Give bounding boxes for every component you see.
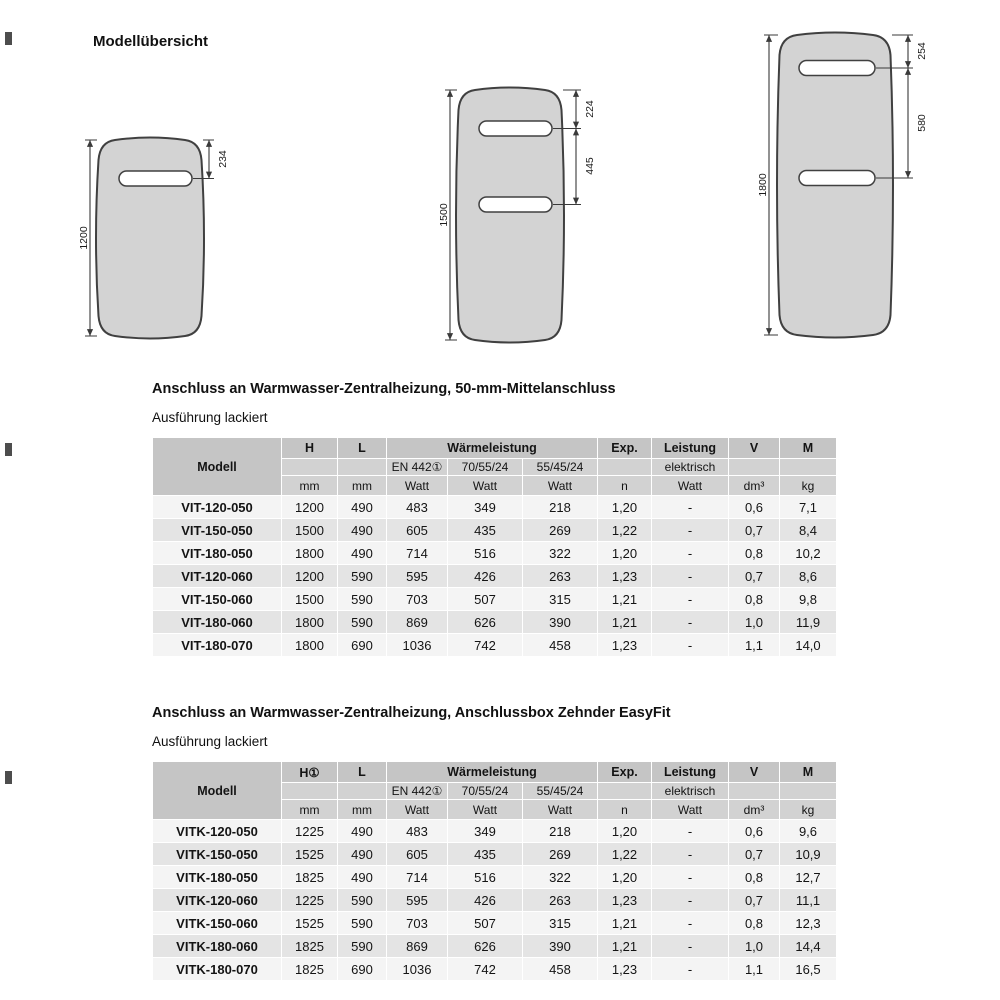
scan-artifact [5,771,12,784]
radiator-slot [479,121,552,136]
value-cell: 483 [387,820,447,842]
value-cell: 507 [448,588,522,610]
model-cell: VIT-120-050 [153,496,281,518]
value-cell: 869 [387,611,447,633]
value-cell: 218 [523,496,597,518]
value-cell: 16,5 [780,958,836,980]
model-cell: VIT-180-050 [153,542,281,564]
unit-watt: Watt [652,800,728,819]
value-cell: 1500 [282,588,337,610]
value-cell: 590 [338,912,386,934]
value-cell: 0,8 [729,912,779,934]
value-cell: 315 [523,588,597,610]
value-cell: - [652,843,728,865]
empty-header-cell [598,783,651,799]
height-dimension [78,140,97,336]
value-cell: 0,7 [729,519,779,541]
radiator-slot [119,171,192,186]
table-body [153,820,836,980]
empty-header-cell [598,459,651,475]
value-cell: 626 [448,611,522,633]
value-cell: 322 [523,866,597,888]
value-cell: 263 [523,889,597,911]
value-cell: 1825 [282,866,337,888]
spec-table-easyfit [152,761,837,981]
value-cell: 1225 [282,889,337,911]
value-cell: 1,20 [598,866,651,888]
unit-watt: Watt [523,800,597,819]
value-cell: - [652,912,728,934]
empty-header-cell [282,459,337,475]
value-cell: 458 [523,634,597,656]
value-cell: 1,20 [598,496,651,518]
value-cell: 1,21 [598,912,651,934]
value-cell: 1,23 [598,634,651,656]
value-cell: 490 [338,542,386,564]
value-cell: 605 [387,519,447,541]
model-cell: VITK-150-050 [153,843,281,865]
value-cell: 490 [338,820,386,842]
table-row [153,519,836,541]
unit-watt: Watt [448,476,522,495]
section-easyfit [152,705,852,981]
value-cell: 1200 [282,565,337,587]
unit-watt: Watt [652,476,728,495]
height-label: 1200 [78,226,90,250]
model-cell: VIT-120-060 [153,565,281,587]
value-cell: 269 [523,843,597,865]
value-cell: 1525 [282,912,337,934]
value-cell: 0,8 [729,866,779,888]
radiator-slot [799,61,875,76]
model-cell: VITK-150-060 [153,912,281,934]
value-cell: 1,1 [729,958,779,980]
model-cell: VIT-150-050 [153,519,281,541]
value-cell: 0,8 [729,542,779,564]
section-title: Anschluss an Warmwasser-Zentralheizung, Anschlussbox Zehnder EasyFit [152,705,671,721]
value-cell: 490 [338,866,386,888]
value-cell: 516 [448,542,522,564]
unit-n: n [598,476,651,495]
col-header-55-45-24: 55/45/24 [523,459,597,475]
col-header-70-55-24: 70/55/24 [448,783,522,799]
unit-mm: mm [282,476,337,495]
value-cell: 269 [523,519,597,541]
value-cell: 426 [448,565,522,587]
col-header-h: H [282,438,337,458]
col-header-m: M [780,762,836,782]
col-header-elektrisch: elektrisch [652,459,728,475]
col-header-l: L [338,438,386,458]
value-cell: - [652,634,728,656]
unit-dm3: dm³ [729,800,779,819]
slot-offset-label: 234 [217,150,229,168]
value-cell: 1800 [282,542,337,564]
value-cell: 10,9 [780,843,836,865]
height-dimension [438,90,457,340]
value-cell: 1,21 [598,588,651,610]
value-cell: 714 [387,866,447,888]
value-cell: 10,2 [780,542,836,564]
radiator-body [96,138,204,339]
value-cell: 9,8 [780,588,836,610]
value-cell: 1,20 [598,542,651,564]
col-header-55-45-24: 55/45/24 [523,783,597,799]
value-cell: 218 [523,820,597,842]
col-header-l: L [338,762,386,782]
value-cell: 1,0 [729,611,779,633]
value-cell: 11,9 [780,611,836,633]
value-cell: 14,4 [780,935,836,957]
value-cell: 9,6 [780,820,836,842]
model-cell: VIT-150-060 [153,588,281,610]
slot1-offset-label: 224 [584,100,596,118]
col-header-70-55-24: 70/55/24 [448,459,522,475]
value-cell: 7,1 [780,496,836,518]
value-cell: 8,6 [780,565,836,587]
unit-n: n [598,800,651,819]
section-subtitle: Ausführung lackiert [152,410,268,425]
value-cell: 490 [338,519,386,541]
value-cell: 0,6 [729,820,779,842]
slot1-offset-label: 254 [916,42,928,60]
value-cell: 1,21 [598,935,651,957]
value-cell: 590 [338,588,386,610]
table-row [153,542,836,564]
value-cell: 1825 [282,958,337,980]
value-cell: 516 [448,866,522,888]
value-cell: 0,7 [729,565,779,587]
value-cell: - [652,588,728,610]
value-cell: 595 [387,889,447,911]
radiator-slot [479,197,552,212]
value-cell: - [652,935,728,957]
table-row [153,820,836,842]
value-cell: - [652,958,728,980]
col-header-en442: EN 442① [387,459,447,475]
model-cell: VITK-120-060 [153,889,281,911]
value-cell: 0,7 [729,889,779,911]
value-cell: 1,23 [598,565,651,587]
table-row [153,958,836,980]
value-cell: 1,23 [598,889,651,911]
table-row [153,634,836,656]
value-cell: 490 [338,843,386,865]
value-cell: - [652,889,728,911]
unit-kg: kg [780,800,836,819]
value-cell: 1,22 [598,843,651,865]
value-cell: 1500 [282,519,337,541]
value-cell: 714 [387,542,447,564]
col-header-waermeleistung: Wärmeleistung [387,762,597,782]
value-cell: 8,4 [780,519,836,541]
value-cell: 1200 [282,496,337,518]
value-cell: 507 [448,912,522,934]
empty-header-cell [338,459,386,475]
value-cell: 435 [448,843,522,865]
value-cell: 626 [448,935,522,957]
table-row [153,496,836,518]
value-cell: 390 [523,935,597,957]
value-cell: 703 [387,588,447,610]
empty-header-cell [780,783,836,799]
col-header-leistung: Leistung [652,762,728,782]
value-cell: 11,1 [780,889,836,911]
value-cell: 869 [387,935,447,957]
value-cell: - [652,519,728,541]
value-cell: 690 [338,958,386,980]
radiator-diagram-1200 [60,130,240,350]
value-cell: 1800 [282,634,337,656]
model-cell: VITK-120-050 [153,820,281,842]
unit-mm: mm [338,476,386,495]
model-cell: VITK-180-050 [153,866,281,888]
table-row [153,565,836,587]
value-cell: 1036 [387,958,447,980]
value-cell: 14,0 [780,634,836,656]
value-cell: 590 [338,611,386,633]
value-cell: - [652,565,728,587]
value-cell: 703 [387,912,447,934]
value-cell: 595 [387,565,447,587]
col-header-waermeleistung: Wärmeleistung [387,438,597,458]
col-header-exp: Exp. [598,762,651,782]
value-cell: 12,7 [780,866,836,888]
empty-header-cell [729,783,779,799]
value-cell: - [652,866,728,888]
value-cell: 590 [338,935,386,957]
value-cell: 1,1 [729,634,779,656]
spec-table-mittelanschluss [152,437,837,657]
model-cell: VIT-180-070 [153,634,281,656]
empty-header-cell [282,783,337,799]
col-header-leistung: Leistung [652,438,728,458]
model-cell: VITK-180-070 [153,958,281,980]
empty-header-cell [729,459,779,475]
value-cell: 483 [387,496,447,518]
value-cell: 742 [448,958,522,980]
value-cell: 690 [338,634,386,656]
table-row [153,588,836,610]
value-cell: 12,3 [780,912,836,934]
value-cell: 0,7 [729,843,779,865]
unit-watt: Watt [448,800,522,819]
col-header-modell: Modell [153,762,281,819]
value-cell: 349 [448,820,522,842]
value-cell: 458 [523,958,597,980]
col-header-v: V [729,762,779,782]
col-header-m: M [780,438,836,458]
col-header-en442: EN 442① [387,783,447,799]
value-cell: 1,23 [598,958,651,980]
unit-watt: Watt [387,800,447,819]
table-row [153,611,836,633]
table-row [153,866,836,888]
value-cell: 590 [338,889,386,911]
slot2-offset-label: 580 [916,114,928,132]
value-cell: 349 [448,496,522,518]
empty-header-cell [780,459,836,475]
scan-artifact [5,32,12,45]
value-cell: 315 [523,912,597,934]
height-label: 1500 [438,203,450,227]
value-cell: 605 [387,843,447,865]
value-cell: 0,8 [729,588,779,610]
section-subtitle: Ausführung lackiert [152,734,268,749]
table-row [153,843,836,865]
value-cell: 1,22 [598,519,651,541]
height-label: 1800 [757,173,769,197]
value-cell: - [652,496,728,518]
value-cell: - [652,542,728,564]
slot2-offset-label: 445 [584,157,596,175]
value-cell: 390 [523,611,597,633]
value-cell: 1525 [282,843,337,865]
table-row [153,935,836,957]
value-cell: 435 [448,519,522,541]
value-cell: 1825 [282,935,337,957]
unit-watt: Watt [387,476,447,495]
col-header-v: V [729,438,779,458]
value-cell: 1,0 [729,935,779,957]
value-cell: 490 [338,496,386,518]
table-body [153,496,836,656]
section-mittelanschluss [152,381,852,657]
col-header-elektrisch: elektrisch [652,783,728,799]
value-cell: 1,20 [598,820,651,842]
value-cell: 590 [338,565,386,587]
empty-header-cell [338,783,386,799]
unit-mm: mm [338,800,386,819]
value-cell: 1036 [387,634,447,656]
value-cell: 0,6 [729,496,779,518]
col-header-modell: Modell [153,438,281,495]
unit-dm3: dm³ [729,476,779,495]
table-row [153,889,836,911]
value-cell: 1,21 [598,611,651,633]
scan-artifact [5,443,12,456]
height-dimension [757,35,778,335]
value-cell: 263 [523,565,597,587]
radiator-diagram-1800 [745,25,945,350]
value-cell: 322 [523,542,597,564]
col-header-exp: Exp. [598,438,651,458]
model-cell: VIT-180-060 [153,611,281,633]
value-cell: 742 [448,634,522,656]
section-title: Anschluss an Warmwasser-Zentralheizung, 50-mm-Mittelanschluss [152,381,616,397]
unit-mm: mm [282,800,337,819]
value-cell: 426 [448,889,522,911]
col-header-h: H① [282,762,337,782]
radiator-slot [799,171,875,186]
value-cell: 1225 [282,820,337,842]
page-title: Modellübersicht [93,33,209,50]
unit-kg: kg [780,476,836,495]
model-cell: VITK-180-060 [153,935,281,957]
radiator-diagram-1500 [420,80,620,355]
value-cell: 1800 [282,611,337,633]
unit-watt: Watt [523,476,597,495]
value-cell: - [652,820,728,842]
table-row [153,912,836,934]
value-cell: - [652,611,728,633]
